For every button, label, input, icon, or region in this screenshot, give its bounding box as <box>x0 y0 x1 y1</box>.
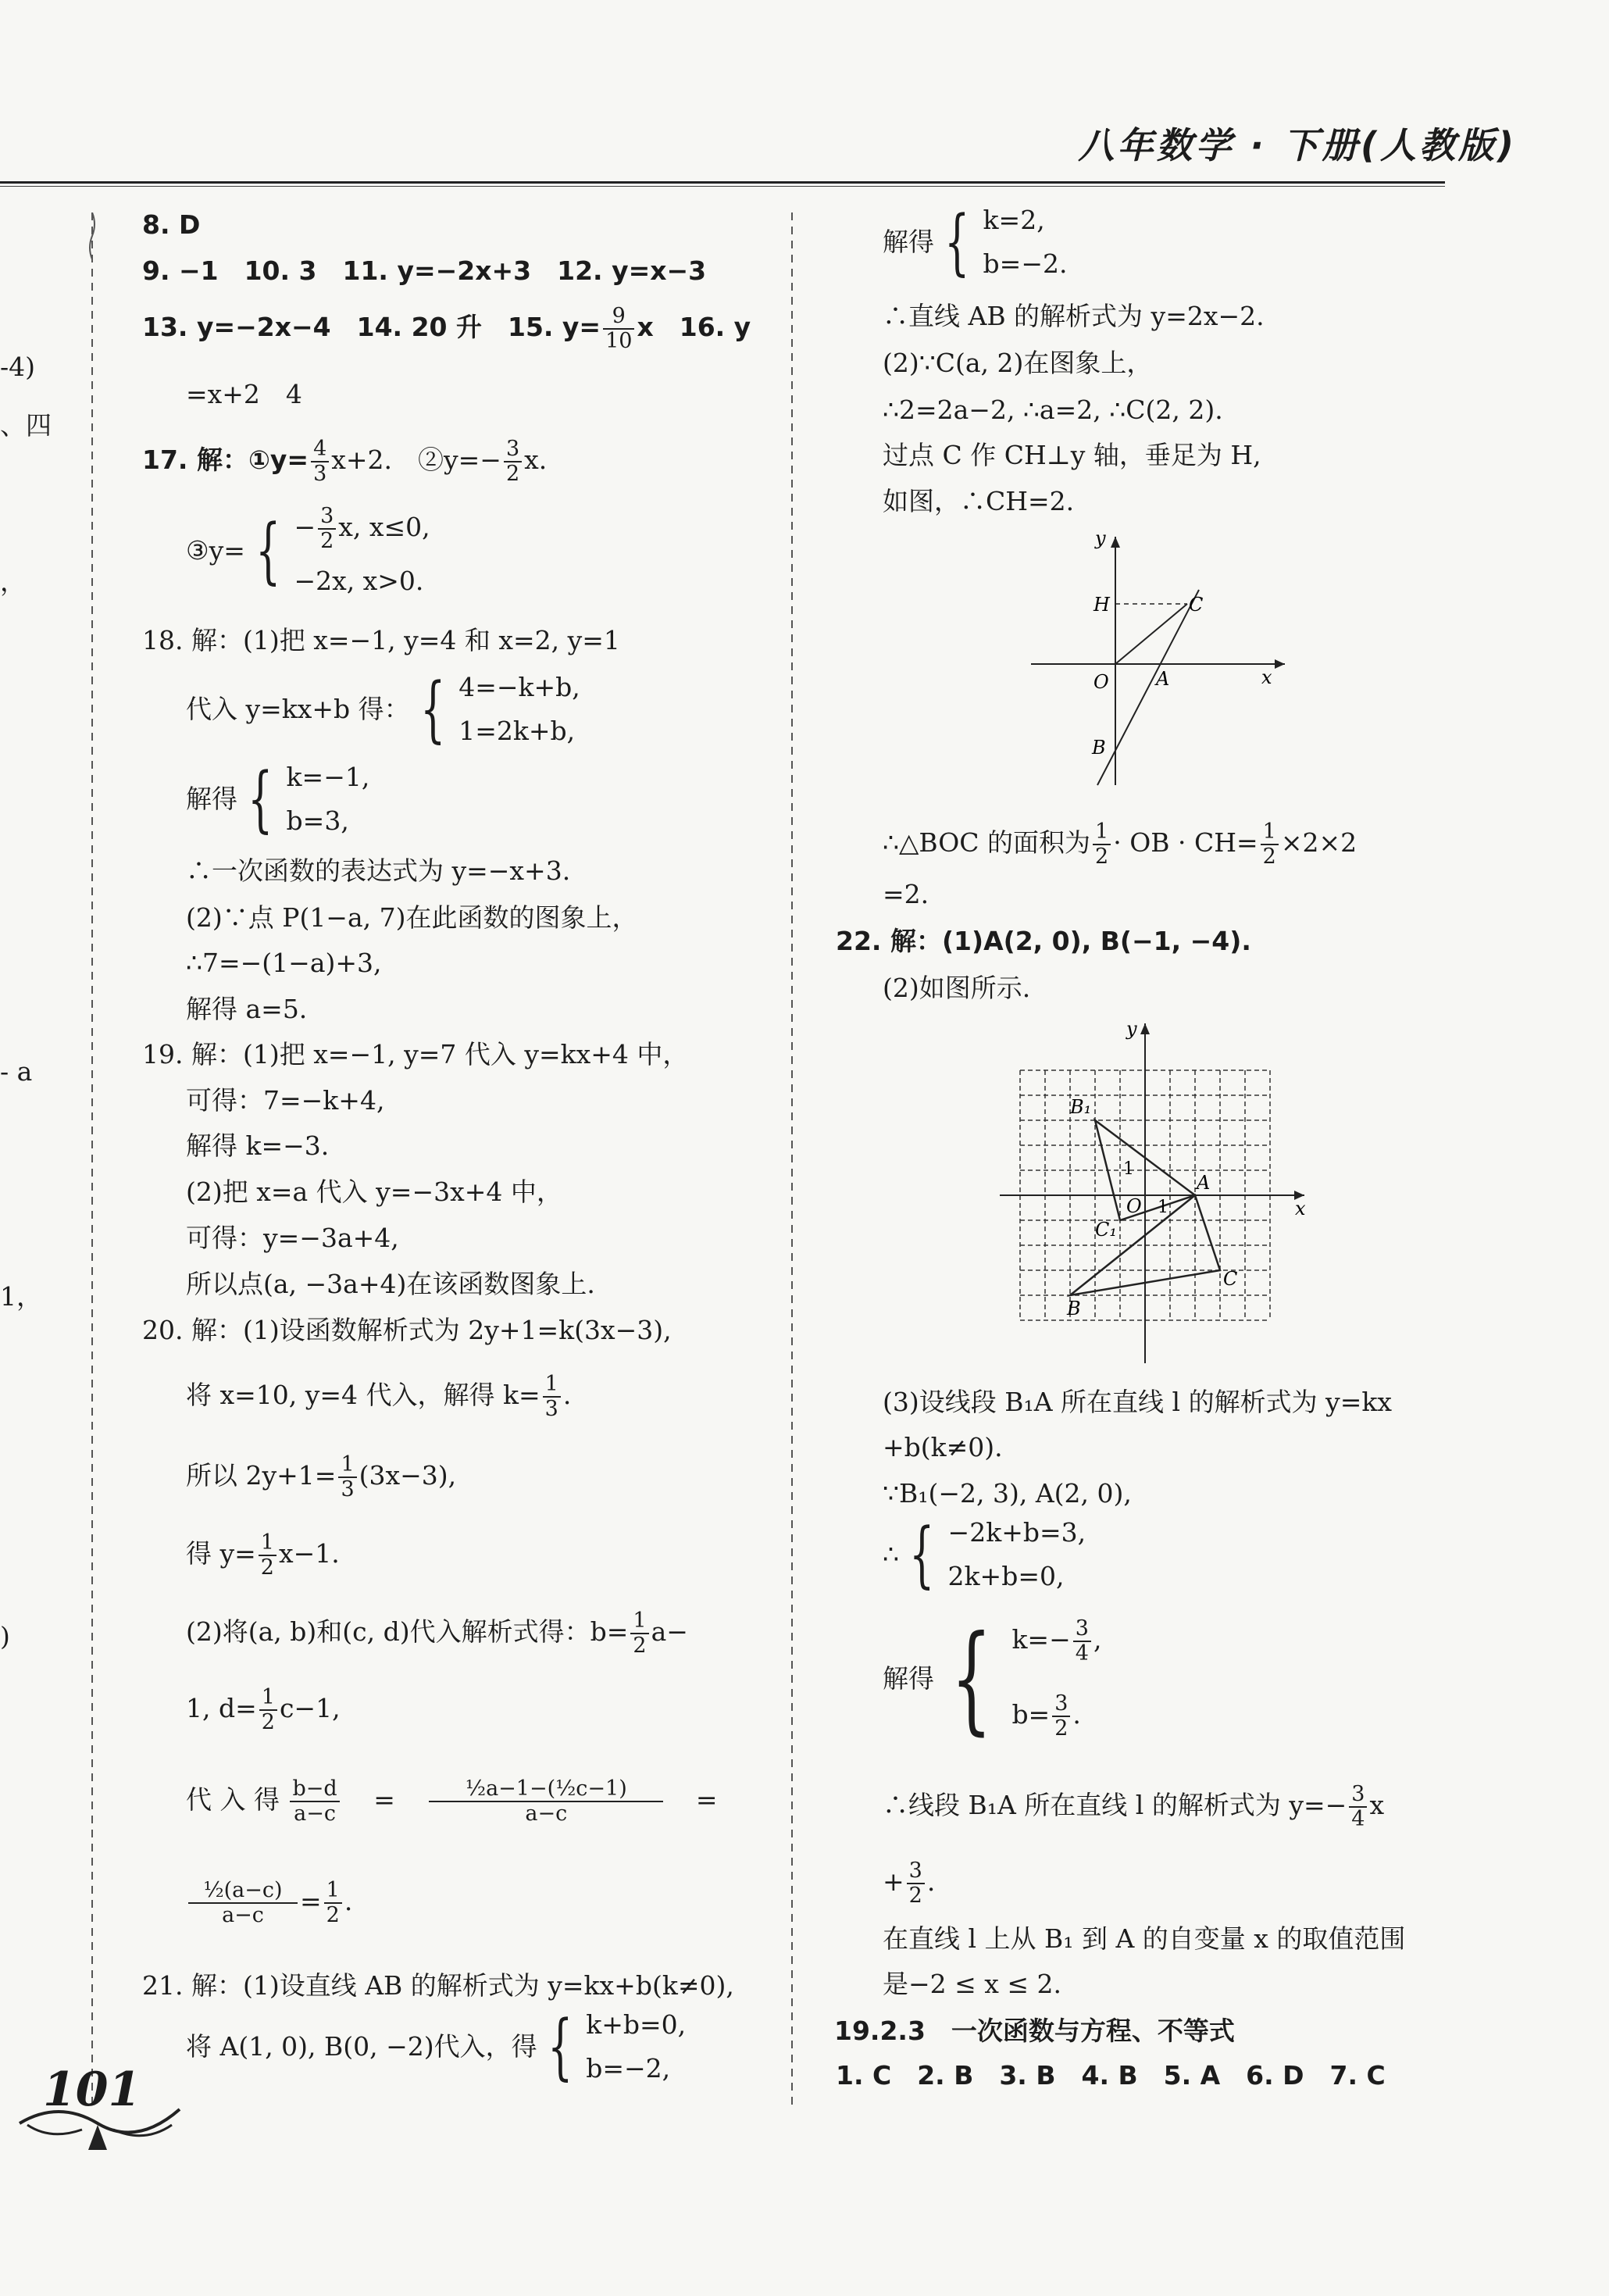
q19-line4: (2)把 x=a 代入 y=−3x+4 中， <box>186 1177 562 1207</box>
q22-line3: (3)设线段 B₁A 所在直线 l 的解析式为 y=kx <box>883 1387 1392 1417</box>
q18-line6: ∴7=−(1−a)+3, <box>186 948 382 978</box>
fig2-o-label: O <box>1126 1195 1142 1217</box>
page-header-title: 八年数学 · 下册(人教版) <box>1078 124 1517 166</box>
fig1-x-label: x <box>1261 666 1272 688</box>
center-wavy-divider <box>787 212 797 2111</box>
q19-line5: 可得：y=−3a+4, <box>186 1223 399 1253</box>
header-rule-thin <box>0 186 1445 187</box>
section-answers: 1. C 2. B 3. B 4. B 5. A 6. D 7. C <box>836 2060 1386 2091</box>
fig1-c-label: C <box>1189 594 1204 616</box>
q21-solve: 解得 { k=2, b=−2. <box>883 200 1068 284</box>
left-fragment: 、四 <box>0 410 52 441</box>
q18-system: 代入 y=kx+b 得： { 4=−k+b, 1=2k+b, <box>186 667 580 751</box>
fig2-y-label: y <box>1126 1018 1137 1040</box>
figure-grid <box>992 1016 1320 1367</box>
header-rule <box>0 181 1445 184</box>
answer-16-cont: =x+2 4 <box>186 379 302 409</box>
left-fragment: ， <box>0 566 26 597</box>
q22-line11: 是−2 ≤ x ≤ 2. <box>883 1969 1062 1999</box>
q18-line7: 解得 a=5. <box>186 994 308 1024</box>
left-fragment: - a <box>0 1056 33 1087</box>
q22-line2: (2)如图所示. <box>883 973 1031 1003</box>
fig1-a-label: A <box>1156 668 1170 690</box>
q20-line1: 20. 解：(1)设函数解析式为 2y+1=k(3x−3), <box>142 1315 672 1345</box>
q19-line1: 19. 解：(1)把 x=−1, y=7 代入 y=kx+4 中， <box>142 1039 689 1069</box>
q18-line5: (2)∵点 P(1−a, 7)在此函数的图象上， <box>186 902 638 933</box>
q17-line1: 17. 解：①y= $\frac{4}{3}$ x+2. ②y=− $\frac{3}{2}$ x. <box>142 437 548 486</box>
q19-line6: 所以点(a, −3a+4)在该函数图象上. <box>186 1269 595 1299</box>
q19-line2: 可得：7=−k+4, <box>186 1085 385 1116</box>
q22-line4: +b(k≠0). <box>883 1432 1003 1462</box>
q20-line4: 得 y= $\frac{1}{2}$ x−1. <box>186 1530 340 1580</box>
fig1-y-label: y <box>1095 527 1106 549</box>
q20-line5: (2)将(a, b)和(c, d)代入解析式得：b= $\frac{1}{2}$ a− <box>186 1609 688 1658</box>
fig2-x-unit-label: 1 <box>1158 1198 1168 1217</box>
fig2-b1-label: B₁ <box>1070 1096 1092 1118</box>
q18-line4: ∴一次函数的表达式为 y=−x+3. <box>186 855 571 886</box>
fig1-o-label: O <box>1093 671 1109 693</box>
q22-line9: + $\frac{3}{2}$ . <box>883 1859 936 1908</box>
q21-line1: 21. 解：(1)设直线 AB 的解析式为 y=kx+b(k≠0), <box>142 1970 734 2001</box>
q22-line1: 22. 解：(1)A(2, 0), B(−1, −4). <box>836 926 1251 956</box>
q22-solve: 解得 { k=− $\frac{3}{4}$ , b= $\frac{3}{2}$ . <box>883 1611 1102 1747</box>
left-wavy-divider <box>87 212 97 2111</box>
q20-line3: 所以 2y+1= $\frac{1}{3}$ (3x−3), <box>186 1452 457 1502</box>
page-number: 101 <box>43 2062 141 2117</box>
q22-line8: ∴线段 B₁A 所在直线 l 的解析式为 y=− $\frac{3}{4}$ x <box>883 1782 1385 1831</box>
q21-line-ab: ∴直线 AB 的解析式为 y=2x−2. <box>883 301 1265 331</box>
q21-system: 将 A(1, 0), B(0, −2)代入，得 { k+b=0, b=−2, <box>186 2005 687 2088</box>
fig2-y-unit-label: 1 <box>1123 1159 1134 1179</box>
q21-area-result: =2. <box>883 879 929 909</box>
left-fragment: -4) <box>0 352 36 382</box>
q22-system: ∴ { −2k+b=3, 2k+b=0, <box>883 1512 1086 1596</box>
fig2-a-label: A <box>1197 1172 1211 1194</box>
q20-line7: 代 入 得 $\frac{b-d}{a-c}$ = $\frac{\text{½a−1−(½c−1)}}{a-c}$ = <box>186 1776 718 1826</box>
q20-line8: $\frac{\text{½(a−c)}}{a-c}$ = $\frac{1}{2}$ . <box>186 1879 352 1927</box>
fig1-h-label: H <box>1093 594 1110 616</box>
left-fragment: 1， <box>0 1281 42 1312</box>
left-fragment: ) <box>0 1621 10 1651</box>
q21-point-c: ∴2=2a−2, ∴a=2, ∴C(2, 2). <box>883 395 1223 425</box>
answers-13-16: 13. y=−2x−4 14. 20 升 15. y= $\frac{9}{10}$ x 16. y <box>142 304 751 353</box>
q21-area: ∴△BOC 的面积为 $\frac{1}{2}$ · OB · CH= $\frac{1}{2}$ ×2×2 <box>883 819 1357 869</box>
q17-piecewise: ③y= { − $\frac{3}{2}$ x, x≤0, −2x, x>0. <box>186 504 430 596</box>
fig2-b-label: B <box>1067 1298 1081 1319</box>
q21-perpendicular: 过点 C 作 CH⊥y 轴，垂足为 H, <box>883 440 1261 470</box>
q19-line3: 解得 k=−3. <box>186 1130 330 1161</box>
answer-8: 8. D <box>142 209 201 240</box>
q18-solve: 解得 { k=−1, b=3, <box>186 757 370 841</box>
q22-line5: ∵B₁(−2, 3), A(2, 0), <box>883 1478 1132 1509</box>
fig1-b-label: B <box>1092 737 1106 759</box>
section-heading: 19.2.3 一次函数与方程、不等式 <box>834 2016 1235 2046</box>
answers-9-12: 9. −1 10. 3 11. y=−2x+3 12. y=x−3 <box>142 255 707 286</box>
q18-line1: 18. 解：(1)把 x=−1, y=4 和 x=2, y=1 <box>142 625 620 655</box>
q21-ch: 如图，∴CH=2. <box>883 486 1075 516</box>
fig2-c-label: C <box>1223 1268 1238 1290</box>
fig2-c1-label: C₁ <box>1095 1219 1117 1241</box>
q21-part2: (2)∵C(a, 2)在图象上， <box>883 348 1153 378</box>
figure-line-ab <box>1023 527 1289 793</box>
q20-line2: 将 x=10, y=4 代入，解得 k= $\frac{1}{3}$ . <box>186 1372 572 1421</box>
q20-line6: 1, d= $\frac{1}{2}$ c−1, <box>186 1685 341 1734</box>
q22-line10: 在直线 l 上从 B₁ 到 A 的自变量 x 的取值范围 <box>883 1923 1406 1954</box>
fig2-x-label: x <box>1295 1198 1306 1219</box>
